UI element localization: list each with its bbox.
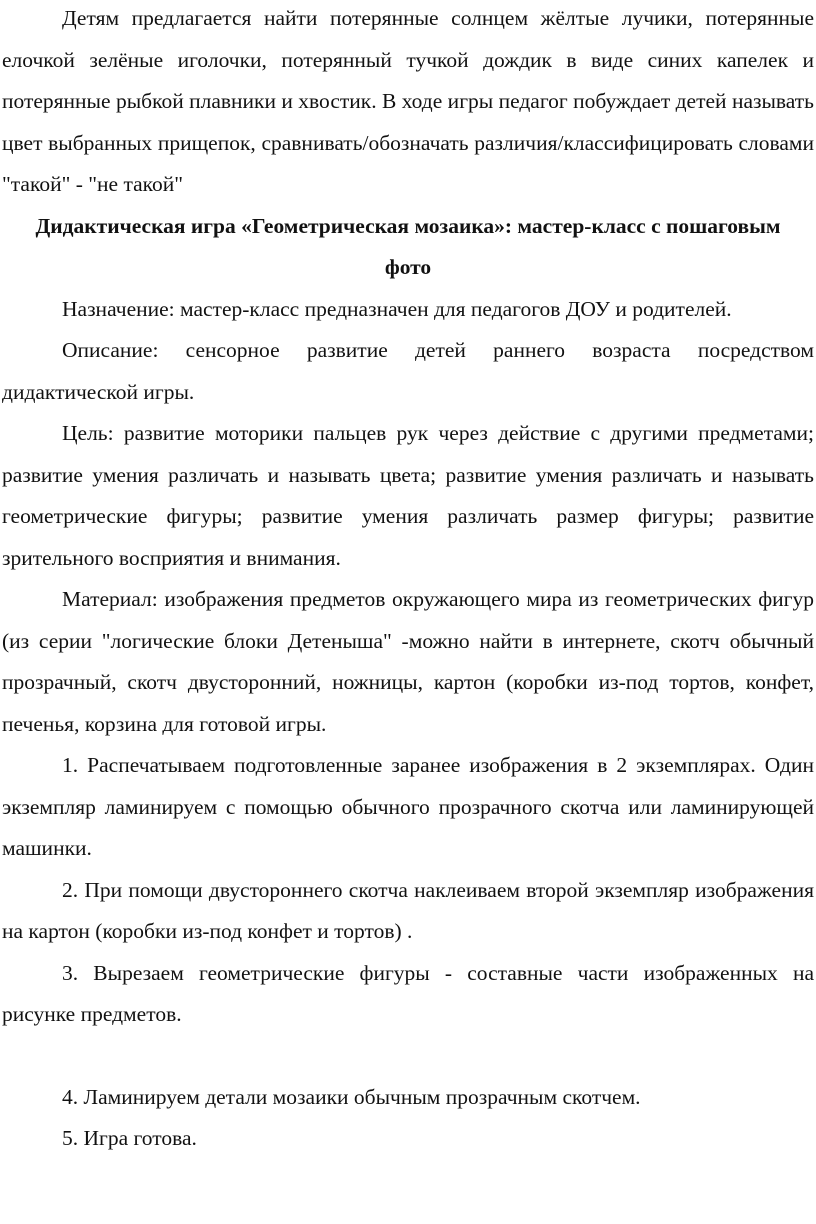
step-4-paragraph: 4. Ламинируем детали мозаики обычным прозрачным скотчем. [62,1084,641,1109]
step-3-paragraph: 3. Вырезаем геометрические фигуры - составные части изображенных на рисунке предметов. [2,960,814,1026]
blank-line [2,1036,814,1077]
step-1-paragraph: 1. Распечатываем подготовленные заранее изображения в 2 экземплярах. Один экземпляр ламинируем с помощью обычного прозрачного скотча или ламинирующей машинки. [2,753,814,860]
goal-paragraph: Цель: развитие моторики пальцев рук через действие с другими предметами; развитие умения различать и называть цвета; развитие умения различать и называть геометрические фигуры; развитие умения различать размер фигуры; развитие зрительного восприятия и внимания. [2,421,814,570]
description-paragraph: Описание: сенсорное развитие детей раннего возраста посредством дидактической игры. [2,338,814,404]
document-page [2,0,814,1160]
section-heading: Дидактическая игра «Геометрическая мозаика»: мастер-класс с пошаговым фото [35,213,781,279]
material-paragraph: Материал: изображения предметов окружающего мира из геометрических фигур (из серии "логические блоки Детеныша" -можно найти в интернете, скотч обычный прозрачный, скотч двусторонний, ножницы, картон (коробки из-под тортов, конфет, печенья, корзина для готовой игры. [2,587,814,736]
purpose-paragraph: Назначение: мастер-класс предназначен для педагогов ДОУ и родителей. [62,296,732,321]
step-5-paragraph: 5. Игра готова. [62,1126,197,1150]
step-2-paragraph: 2. При помощи двустороннего скотча наклеиваем второй экземпляр изображения на картон (коробки из-под конфет и тортов) . [2,877,814,943]
intro-paragraph: Детям предлагается найти потерянные солнцем жёлтые лучики, потерянные елочкой зелёные иголочки, потерянный тучкой дождик в виде синих капелек и потерянные рыбкой плавники и хвостик. В ходе игры педагог побуждает детей называть цвет выбранных прищепок, сравнивать/обозначать различия/классифицировать словами "такой" - "не такой" [2,6,814,196]
